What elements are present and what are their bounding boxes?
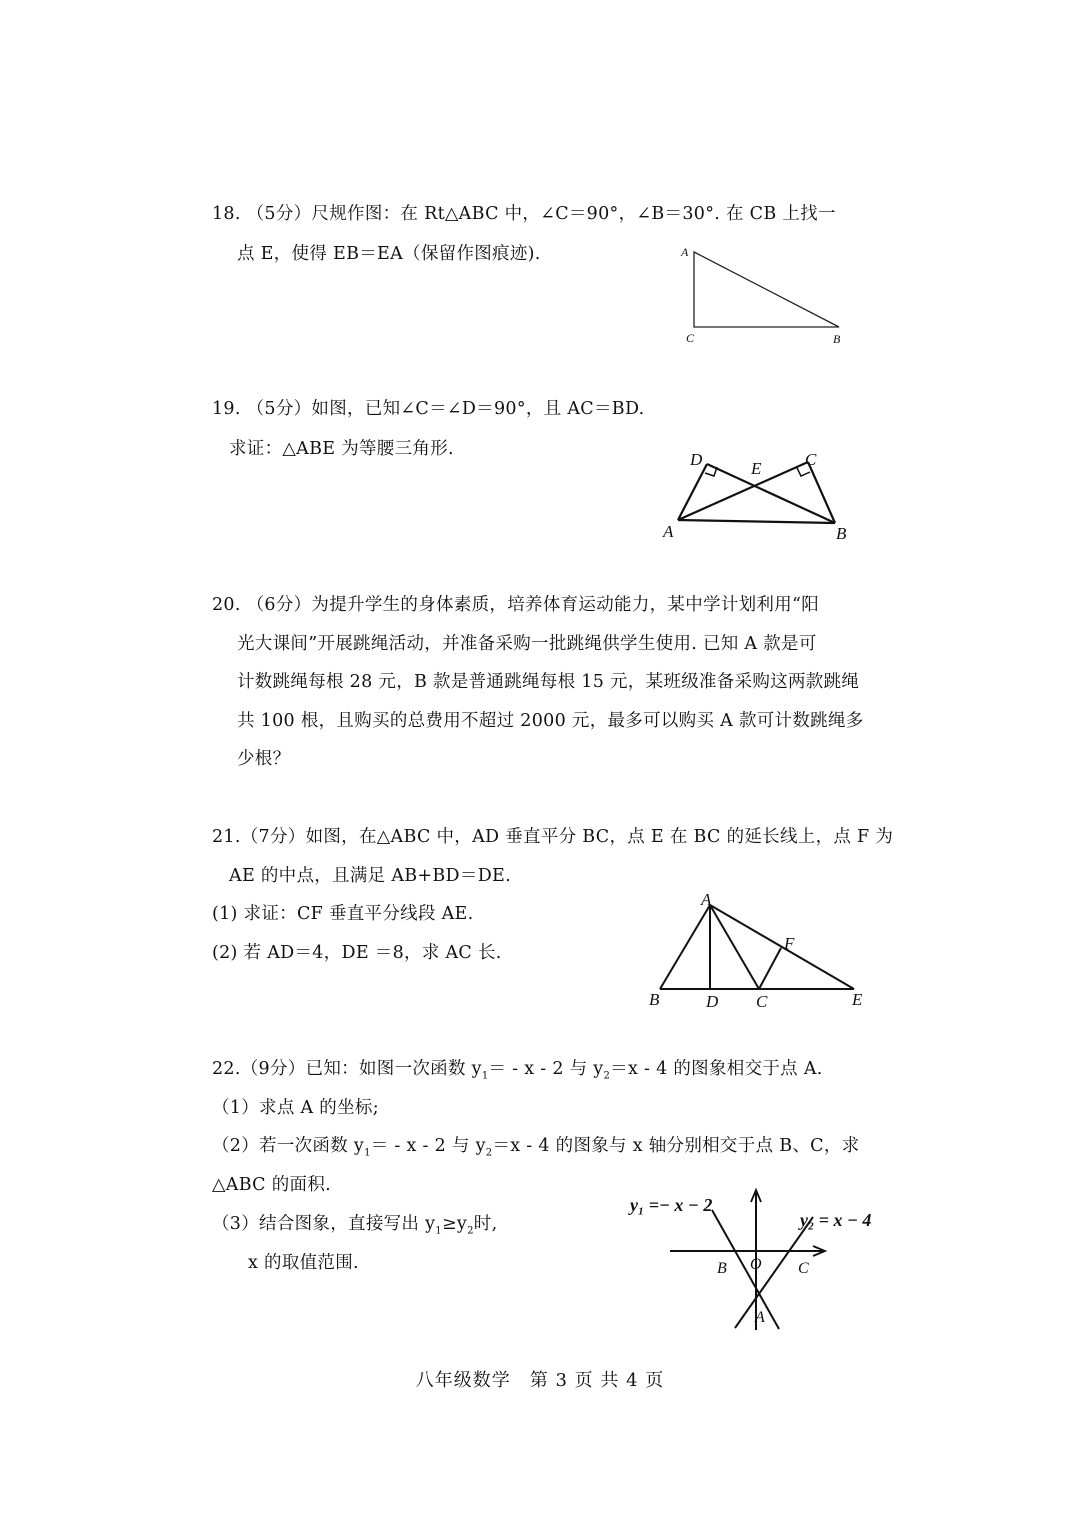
label-f: F bbox=[784, 934, 795, 953]
right-angle-c bbox=[797, 468, 810, 476]
segment-ae bbox=[710, 905, 854, 989]
label-b: B bbox=[649, 990, 660, 1009]
label-c: C bbox=[756, 992, 768, 1011]
q22-line1: 22.（9分）已知：如图一次函数 $y_1= - x - 2$ 与 $y_2=x - 4$ 的图象相交于点 A. bbox=[212, 1059, 823, 1082]
q21-line1: 21.（7分）如图，在△ABC 中，AD 垂直平分 BC，点 E 在 BC 的延长线上，点 F 为 bbox=[212, 827, 894, 847]
q21-figure bbox=[640, 888, 880, 1018]
segment-cf bbox=[759, 948, 781, 989]
q18-figure bbox=[676, 244, 856, 349]
label-a: A bbox=[755, 1309, 765, 1326]
label-c: C bbox=[686, 331, 695, 345]
page-footer: 八年级数学 第 3 页 共 4 页 bbox=[415, 1370, 665, 1391]
triangle-abc bbox=[694, 252, 839, 327]
label-d: D bbox=[690, 450, 703, 469]
label-c: C bbox=[798, 1260, 809, 1277]
segment-ab bbox=[660, 905, 710, 989]
label-a: A bbox=[701, 890, 712, 909]
segment-ac bbox=[710, 905, 759, 989]
q22-line6: x 的取值范围. bbox=[248, 1253, 359, 1273]
q20-line4: 共 100 根，且购买的总费用不超过 2000 元，最多可以购买 A 款可计数跳绳多 bbox=[237, 711, 864, 731]
segment-cb bbox=[808, 462, 835, 523]
q19-figure bbox=[660, 446, 860, 546]
q19-line1: 19. （5分）如图，已知∠C＝∠D＝90°，且 AC＝BD. bbox=[212, 399, 645, 419]
y2-label: y₂ = x − 4 bbox=[800, 1210, 872, 1230]
q22-part3: （3）结合图象，直接写出 $y_1\ge y_2$时, bbox=[212, 1214, 498, 1237]
q22-part1: （1）求点 A 的坐标; bbox=[212, 1098, 379, 1118]
label-b: B bbox=[833, 332, 841, 346]
label-e: E bbox=[852, 990, 863, 1009]
q22-line3: （2）若一次函数 $y_1= - x - 2$ 与 $y_2=x - 4$ 的图象与 x 轴分别相交于点 B、C，求 bbox=[212, 1136, 860, 1159]
q21-part1: (1) 求证：CF 垂直平分线段 AE. bbox=[212, 904, 474, 924]
q20-line2: 光大课间”开展跳绳活动，并准备采购一批跳绳供学生使用. 已知 A 款是可 bbox=[237, 634, 817, 654]
q19-line2: 求证：△ABE 为等腰三角形. bbox=[229, 439, 454, 459]
label-b: B bbox=[836, 524, 847, 543]
q20-line5: 少根？ bbox=[237, 749, 291, 769]
label-e: E bbox=[751, 459, 762, 478]
y1-label: y₁ =− x − 2 bbox=[630, 1195, 713, 1215]
q20-line3: 计数跳绳每根 28 元，B 款是普通跳绳每根 15 元，某班级准备采购这两款跳绳 bbox=[237, 672, 860, 692]
segment-db bbox=[707, 464, 835, 523]
q21-line2: AE 的中点，且满足 AB+BD＝DE. bbox=[229, 866, 511, 886]
q20-line1: 20. （6分）为提升学生的身体素质，培养体育运动能力，某中学计划利用“阳 bbox=[212, 595, 820, 615]
q22-line4: △ABC 的面积. bbox=[212, 1175, 331, 1195]
q18-line1: 18. （5分）尺规作图：在 Rt△ABC 中，∠C＝90°，∠B＝30°. 在 CB 上找一 bbox=[212, 204, 836, 224]
label-c: C bbox=[805, 450, 817, 469]
q22-figure bbox=[625, 1180, 905, 1340]
segment-ac bbox=[678, 462, 808, 520]
q21-part2: (2) 若 AD＝4，DE ＝8，求 AC 长. bbox=[212, 943, 502, 963]
label-b: B bbox=[717, 1260, 727, 1277]
label-d: D bbox=[706, 992, 719, 1011]
label-a: A bbox=[681, 245, 689, 259]
q18-line2: 点 E，使得 EB＝EA（保留作图痕迹). bbox=[237, 244, 541, 264]
label-o: O bbox=[750, 1256, 762, 1273]
segment-ab bbox=[678, 520, 835, 523]
label-a: A bbox=[663, 522, 674, 541]
segment-ad bbox=[678, 464, 707, 520]
